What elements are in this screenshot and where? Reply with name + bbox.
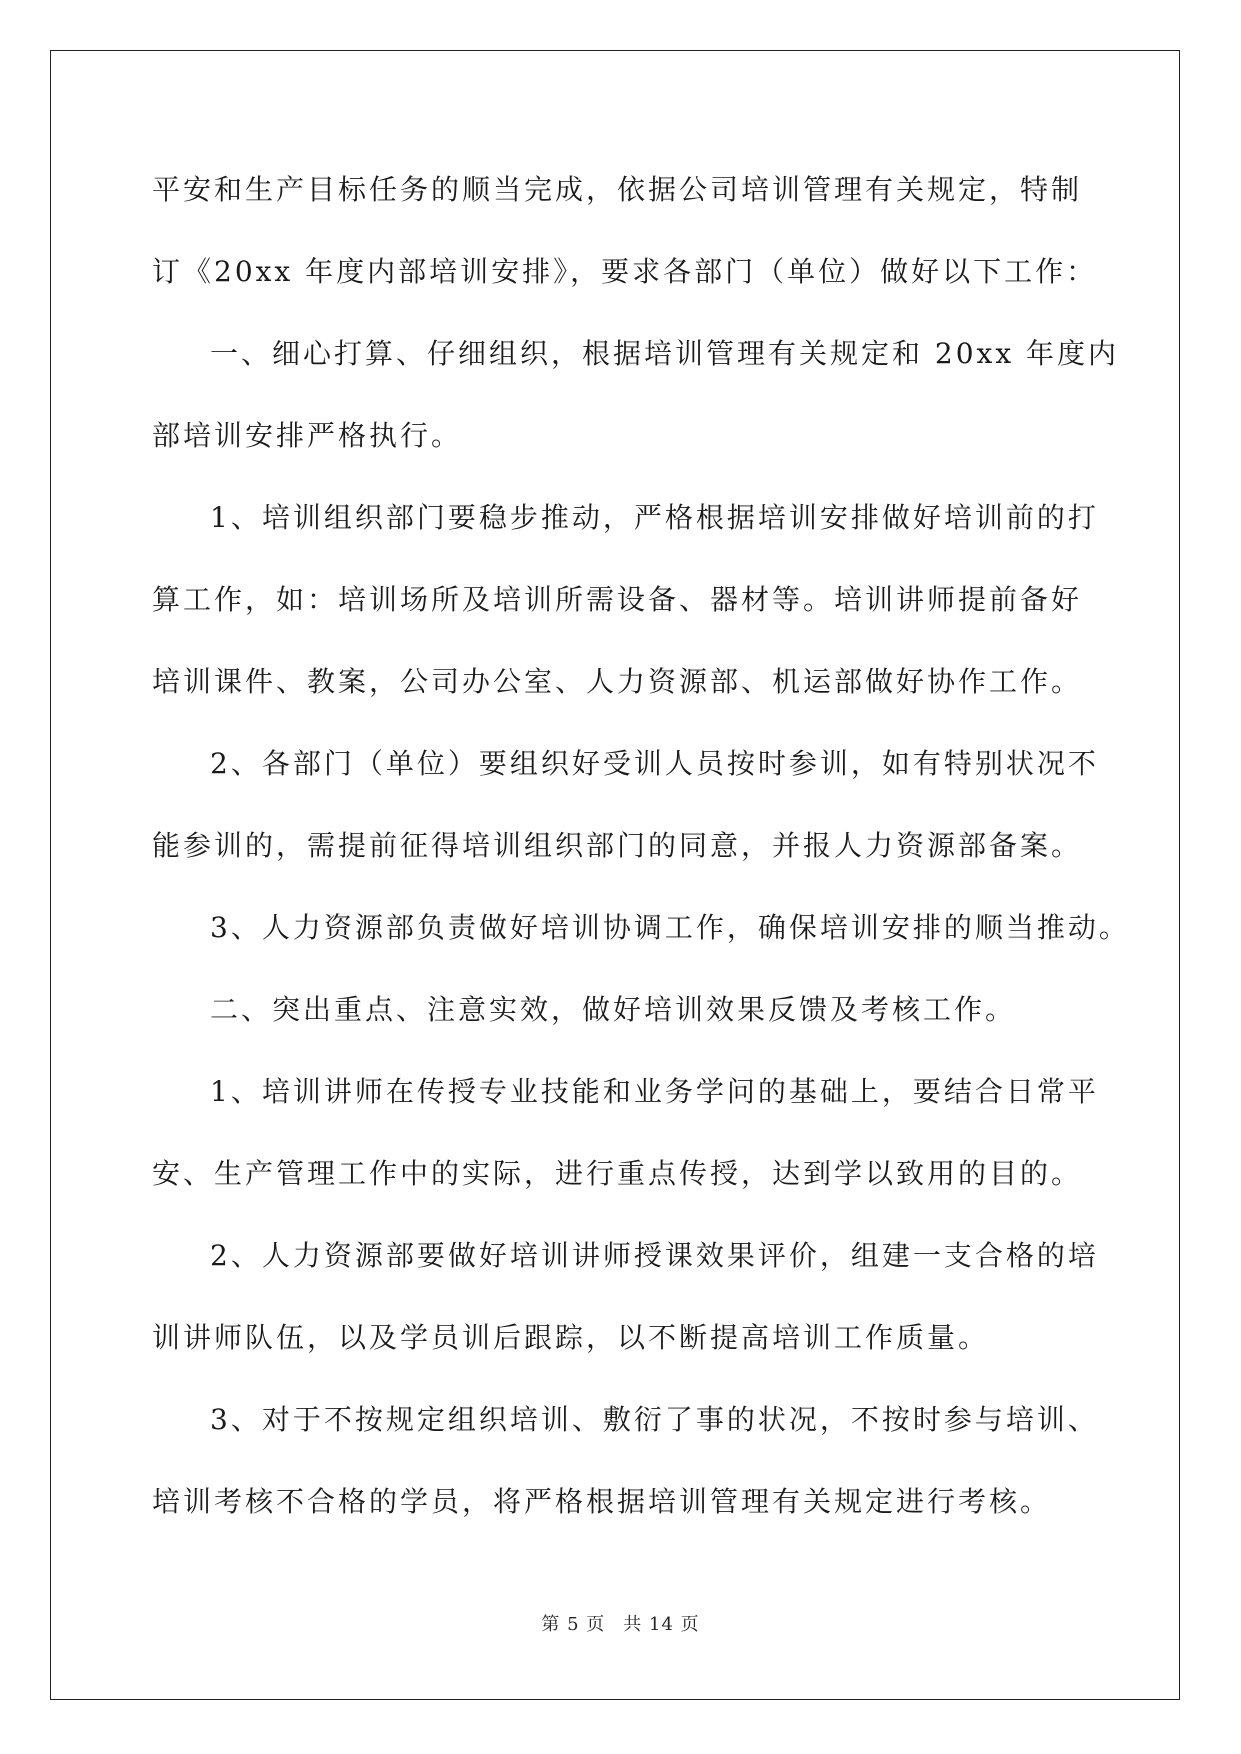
page-number: 第 5 页: [541, 1614, 606, 1635]
text-line: 安、生产管理工作中的实际，进行重点传授，达到学以致用的目的。: [152, 1157, 1083, 1190]
section-heading: 一、细心打算、仔细组织，根据培训管理有关规定和 20xx 年度内: [210, 337, 1120, 370]
text-line: 训讲师队伍，以及学员训后跟踪，以不断提高培训工作质量。: [152, 1321, 990, 1354]
list-item: 1、培训组织部门要稳步推动，严格根据培训安排做好培训前的打: [210, 501, 1099, 534]
text-line: 部培训安排严格执行。: [152, 419, 463, 452]
text-line: 培训课件、教案，公司办公室、人力资源部、机运部做好协作工作。: [152, 665, 1083, 698]
list-item: 2、人力资源部要做好培训讲师授课效果评价，组建一支合格的培: [210, 1239, 1099, 1272]
text-line: 算工作，如：培训场所及培训所需设备、器材等。培训讲师提前备好: [152, 583, 1083, 616]
text-line: 能参训的，需提前征得培训组织部门的同意，并报人力资源部备案。: [152, 829, 1083, 862]
text-line: 订《20xx 年度内部培训安排》，要求各部门（单位）做好以下工作：: [152, 255, 1098, 288]
list-item: 3、人力资源部负责做好培训协调工作，确保培训安排的顺当推动。: [210, 911, 1130, 944]
section-heading: 二、突出重点、注意实效，做好培训效果反馈及考核工作。: [210, 993, 1017, 1026]
page-footer: [0, 1610, 1241, 1636]
document-body: [152, 160, 1130, 1554]
list-item: 1、培训讲师在传授专业技能和业务学问的基础上，要结合日常平: [210, 1075, 1099, 1108]
text-line: 平安和生产目标任务的顺当完成，依据公司培训管理有关规定，特制: [152, 173, 1083, 206]
text-line: 培训考核不合格的学员，将严格根据培训管理有关规定进行考核。: [152, 1485, 1052, 1518]
list-item: 3、对于不按规定组织培训、敷衍了事的状况，不按时参与培训、: [210, 1403, 1099, 1436]
list-item: 2、各部门（单位）要组织好受训人员按时参训，如有特别状况不: [210, 747, 1099, 780]
page-total: 共 14 页: [623, 1614, 700, 1635]
